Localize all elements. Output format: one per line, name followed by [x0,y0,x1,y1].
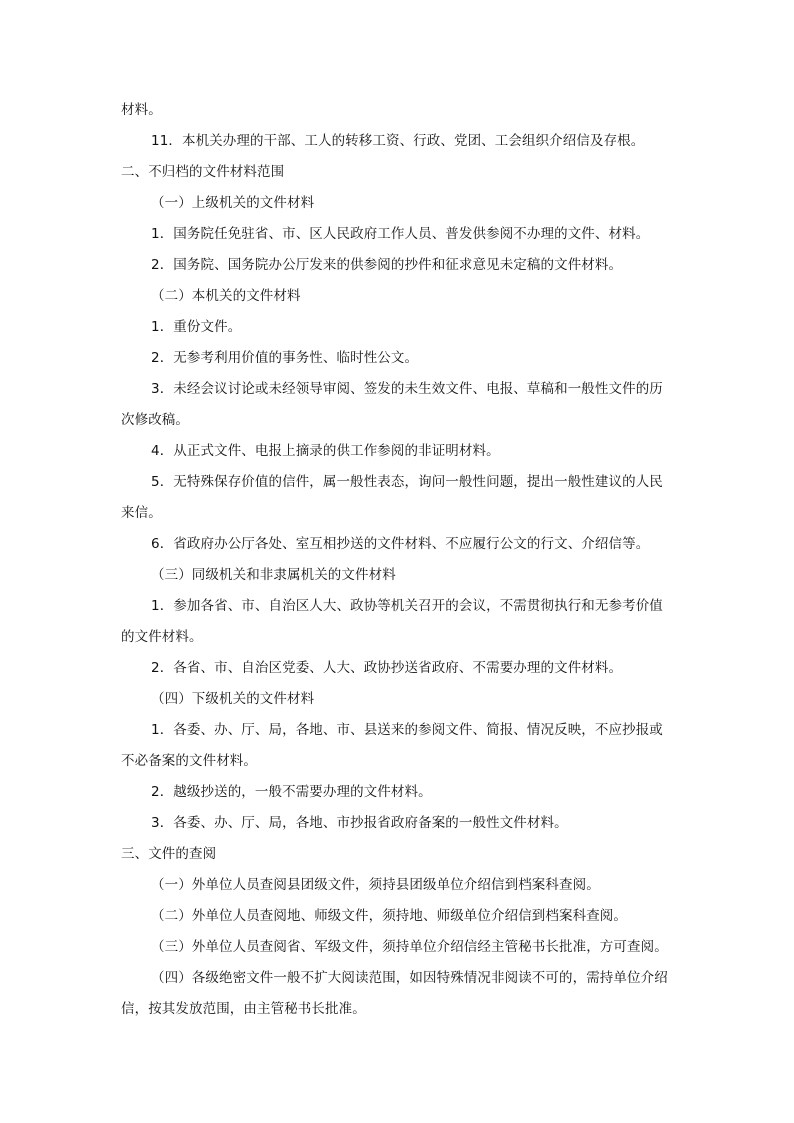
text-line: （一）外单位人员查阅县团级文件，须持县团级单位介绍信到档案科查阅。 [151,877,600,893]
subsection-heading: （一）上级机关的文件材料 [151,195,315,211]
text-line: 3．未经会议讨论或未经领导审阅、签发的未生效文件、电报、草稿和一般性文件的历 [151,381,663,397]
text-line: 不必备案的文件材料。 [121,753,257,769]
text-line: 5．无特殊保存价值的信件，属一般性表态，询问一般性问题，提出一般性建议的人民 [151,474,663,490]
text-line: 1．国务院任免驻省、市、区人民政府工作人员、普发供参阅不办理的文件、材料。 [151,226,650,242]
text-line: 2．越级抄送的，一般不需要办理的文件材料。 [151,784,432,800]
text-line: 的文件材料。 [121,629,203,645]
text-line: 1．重份文件。 [151,319,242,335]
text-line: （三）外单位人员查阅省、军级文件，须持单位介绍信经主管秘书长批准，方可查阅。 [151,939,668,955]
document-page [121,95,686,1025]
section-heading: 三、文件的查阅 [121,846,217,862]
text-line: 来信。 [121,505,162,521]
text-line: 次修改稿。 [121,412,189,428]
text-line: 4．从正式文件、电报上摘录的供工作参阅的非证明材料。 [151,443,500,459]
text-line: 材料。 [121,102,162,118]
subsection-heading: （二）本机关的文件材料 [151,288,301,304]
text-line: 1．参加各省、市、自治区人大、政协等机关召开的会议，不需贯彻执行和无参考价值 [151,598,663,614]
text-line: 11．本机关办理的干部、工人的转移工资、行政、党团、工会组织介绍信及存根。 [151,133,645,149]
text-line: 6．省政府办公厅各处、室互相抄送的文件材料、不应履行公文的行文、介绍信等。 [151,536,650,552]
subsection-heading: （三）同级机关和非隶属机关的文件材料 [151,567,396,583]
subsection-heading: （四）下级机关的文件材料 [151,691,315,707]
text-line: （二）外单位人员查阅地、师级文件，须持地、师级单位介绍信到档案科查阅。 [151,908,627,924]
text-line: 2．无参考利用价值的事务性、临时性公文。 [151,350,419,366]
text-line: 信，按其发放范围，由主管秘书长批准。 [121,1001,366,1017]
text-line: 1．各委、办、厅、局，各地、市、县送来的参阅文件、简报、情况反映，不应抄报或 [151,722,663,738]
text-line: 3．各委、办、厅、局，各地、市抄报省政府备案的一般性文件材料。 [151,815,568,831]
text-line: （四）各级绝密文件一般不扩大阅读范围，如因特殊情况非阅读不可的，需持单位介绍 [151,970,668,986]
section-heading: 二、不归档的文件材料范围 [121,164,285,180]
text-line: 2．国务院、国务院办公厅发来的供参阅的抄件和征求意见未定稿的文件材料。 [151,257,623,273]
text-line: 2．各省、市、自治区党委、人大、政协抄送省政府、不需要办理的文件材料。 [151,660,623,676]
